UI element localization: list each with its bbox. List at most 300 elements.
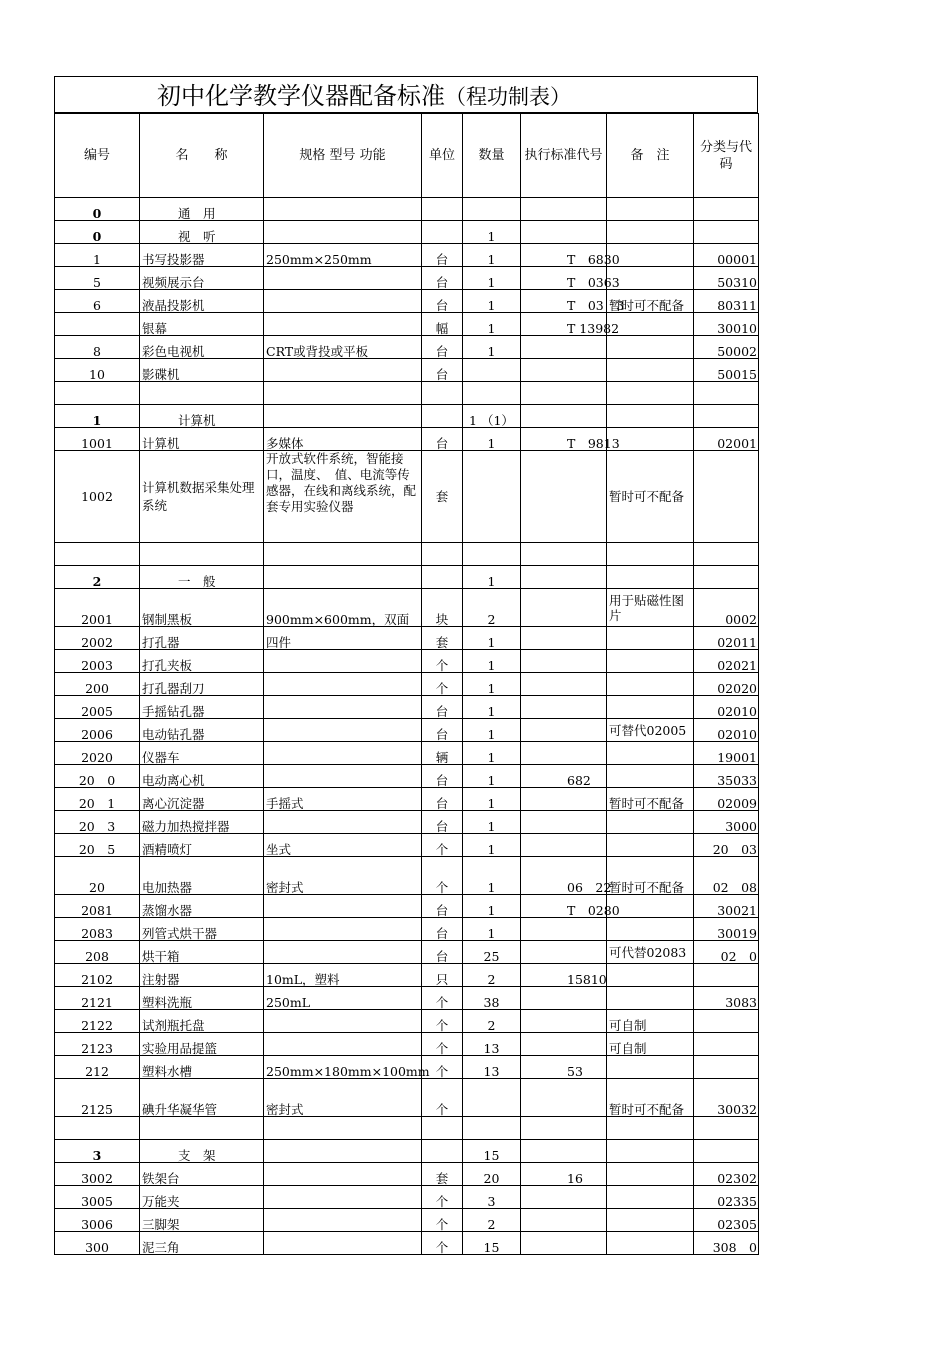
cell-code [694, 1010, 759, 1033]
cell-spec: 900mm×600mm，双面 [264, 589, 422, 627]
cell-code: 02021 [694, 650, 759, 673]
cell-spec [264, 1117, 422, 1140]
cell-no [55, 543, 140, 566]
cell-qty: 13 [463, 1033, 521, 1056]
table-row [55, 1232, 759, 1255]
table-row [55, 834, 759, 857]
cell-code: 308 0 [694, 1232, 759, 1255]
cell-code: 20 03 [694, 834, 759, 857]
cell-qty: 1 [463, 696, 521, 719]
cell-note [607, 742, 694, 765]
cell-no [55, 1117, 140, 1140]
cell-unit [422, 198, 463, 221]
cell-code: 50015 [694, 359, 759, 382]
cell-std [521, 382, 607, 405]
table-row [55, 1056, 759, 1079]
cell-name: 影碟机 [140, 359, 264, 382]
cell-no: 2005 [55, 696, 140, 719]
table-row [55, 742, 759, 765]
table-row [55, 566, 759, 589]
cell-qty: 1 [463, 221, 521, 244]
table-row [55, 857, 759, 895]
cell-spec [264, 313, 422, 336]
cell-name: 电加热器 [140, 857, 264, 895]
cell-no: 20 1 [55, 788, 140, 811]
cell-note: 暂时可不配备 [607, 451, 694, 543]
cell-std [521, 1010, 607, 1033]
cell-code: 02302 [694, 1163, 759, 1186]
cell-name [140, 1117, 264, 1140]
cell-unit [422, 566, 463, 589]
cell-spec [264, 719, 422, 742]
cell-spec [264, 1010, 422, 1033]
cell-unit: 台 [422, 895, 463, 918]
title-row [54, 76, 758, 113]
cell-unit [422, 543, 463, 566]
cell-unit: 台 [422, 244, 463, 267]
cell-std [521, 336, 607, 359]
cell-name: 蒸馏水器 [140, 895, 264, 918]
table-row [55, 895, 759, 918]
table-row [55, 1140, 759, 1163]
cell-no: 5 [55, 267, 140, 290]
cell-std [521, 788, 607, 811]
cell-name: 通 用 [140, 198, 264, 221]
cell-note [607, 382, 694, 405]
cell-code: 30010 [694, 313, 759, 336]
cell-note [607, 1232, 694, 1255]
cell-std [521, 627, 607, 650]
table-row [55, 198, 759, 221]
cell-std: T 6830 [521, 244, 607, 267]
cell-std [521, 405, 607, 428]
cell-std [521, 834, 607, 857]
cell-spec [264, 221, 422, 244]
table-row [55, 290, 759, 313]
table-row [55, 918, 759, 941]
cell-std: 53 [521, 1056, 607, 1079]
cell-std [521, 742, 607, 765]
cell-note: 可自制 [607, 1033, 694, 1056]
header-code: 分类与代 码 [694, 114, 759, 198]
cell-code [694, 221, 759, 244]
cell-no: 2002 [55, 627, 140, 650]
cell-code: 02001 [694, 428, 759, 451]
cell-name: 注射器 [140, 964, 264, 987]
cell-no [55, 313, 140, 336]
cell-unit [422, 382, 463, 405]
cell-name: 视频展示台 [140, 267, 264, 290]
cell-qty: 1 [463, 566, 521, 589]
table-row [55, 673, 759, 696]
cell-std [521, 673, 607, 696]
cell-qty: 1 [463, 290, 521, 313]
cell-spec [264, 941, 422, 964]
cell-spec: 多媒体 [264, 428, 422, 451]
cell-spec [264, 1163, 422, 1186]
cell-spec [264, 765, 422, 788]
cell-code [694, 566, 759, 589]
cell-code [694, 1117, 759, 1140]
cell-code: 00001 [694, 244, 759, 267]
cell-name: 彩色电视机 [140, 336, 264, 359]
cell-unit: 个 [422, 1010, 463, 1033]
cell-code: 02020 [694, 673, 759, 696]
cell-spec [264, 742, 422, 765]
equipment-table [54, 113, 759, 1255]
cell-qty: 20 [463, 1163, 521, 1186]
cell-no: 300 [55, 1232, 140, 1255]
cell-code [694, 405, 759, 428]
cell-no: 20 5 [55, 834, 140, 857]
cell-name [140, 382, 264, 405]
cell-no [55, 382, 140, 405]
cell-std [521, 566, 607, 589]
cell-qty: 1 [463, 719, 521, 742]
cell-code: 30019 [694, 918, 759, 941]
table-row [55, 964, 759, 987]
cell-no: 20 0 [55, 765, 140, 788]
cell-unit: 台 [422, 336, 463, 359]
cell-std [521, 359, 607, 382]
cell-unit [422, 405, 463, 428]
cell-spec: 四件 [264, 627, 422, 650]
cell-no: 3006 [55, 1209, 140, 1232]
table-row [55, 313, 759, 336]
cell-unit: 个 [422, 650, 463, 673]
cell-no: 2102 [55, 964, 140, 987]
cell-qty: 15 [463, 1232, 521, 1255]
cell-spec: 250mm×180mm×100mm [264, 1056, 422, 1079]
cell-no: 212 [55, 1056, 140, 1079]
cell-no: 1 [55, 405, 140, 428]
cell-note [607, 198, 694, 221]
cell-no: 2001 [55, 589, 140, 627]
cell-note [607, 405, 694, 428]
cell-unit [422, 1117, 463, 1140]
cell-unit: 套 [422, 1163, 463, 1186]
cell-code: 3000 [694, 811, 759, 834]
table-row [55, 1010, 759, 1033]
cell-unit: 个 [422, 1209, 463, 1232]
cell-no: 1001 [55, 428, 140, 451]
cell-std: 16 [521, 1163, 607, 1186]
table-row [55, 1079, 759, 1117]
cell-qty: 1 [463, 428, 521, 451]
cell-std [521, 1033, 607, 1056]
table-row [55, 627, 759, 650]
cell-code [694, 382, 759, 405]
cell-code: 02 0 [694, 941, 759, 964]
cell-code: 19001 [694, 742, 759, 765]
cell-spec [264, 650, 422, 673]
header-qty: 数量 [463, 114, 521, 198]
cell-std [521, 1232, 607, 1255]
cell-spec: 坐式 [264, 834, 422, 857]
cell-spec [264, 811, 422, 834]
cell-name: 支 架 [140, 1140, 264, 1163]
cell-spec [264, 673, 422, 696]
header-name: 名 称 [140, 114, 264, 198]
cell-note: 可自制 [607, 1010, 694, 1033]
table-row [55, 359, 759, 382]
cell-code: 0002 [694, 589, 759, 627]
cell-qty: 1 [463, 336, 521, 359]
cell-spec [264, 267, 422, 290]
cell-note: 暂时可不配备 [607, 788, 694, 811]
cell-code: 50310 [694, 267, 759, 290]
cell-note [607, 313, 694, 336]
cell-std: T 03 3 [521, 290, 607, 313]
cell-no: 2121 [55, 987, 140, 1010]
table-row [55, 543, 759, 566]
table-row [55, 1163, 759, 1186]
cell-no: 8 [55, 336, 140, 359]
cell-name: 电动离心机 [140, 765, 264, 788]
cell-code: 02305 [694, 1209, 759, 1232]
header-std: 执行标准代号 [521, 114, 607, 198]
cell-spec [264, 359, 422, 382]
cell-qty: 2 [463, 589, 521, 627]
table-row [55, 267, 759, 290]
table-row [55, 941, 759, 964]
cell-std: T 13982 [521, 313, 607, 336]
cell-qty: 1 [463, 313, 521, 336]
header-note: 备 注 [607, 114, 694, 198]
cell-spec: 10mL，塑料 [264, 964, 422, 987]
cell-note [607, 918, 694, 941]
cell-no: 2125 [55, 1079, 140, 1117]
cell-name [140, 543, 264, 566]
cell-note [607, 765, 694, 788]
header-no: 编号 [55, 114, 140, 198]
cell-note [607, 543, 694, 566]
cell-spec [264, 198, 422, 221]
cell-unit: 台 [422, 941, 463, 964]
cell-name: 仪器车 [140, 742, 264, 765]
table-row [55, 405, 759, 428]
cell-name: 列管式烘干器 [140, 918, 264, 941]
table-row [55, 382, 759, 405]
cell-std: T 0363 [521, 267, 607, 290]
cell-unit: 台 [422, 290, 463, 313]
cell-qty: 3 [463, 1186, 521, 1209]
cell-no: 2 [55, 566, 140, 589]
cell-note [607, 1140, 694, 1163]
cell-note [607, 964, 694, 987]
cell-qty [463, 451, 521, 543]
cell-name: 万能夹 [140, 1186, 264, 1209]
cell-spec: 250mL [264, 987, 422, 1010]
cell-spec [264, 1209, 422, 1232]
cell-note [607, 1209, 694, 1232]
cell-name: 电动钻孔器 [140, 719, 264, 742]
cell-note [607, 359, 694, 382]
cell-std [521, 1140, 607, 1163]
cell-unit: 个 [422, 1056, 463, 1079]
cell-qty: 1 [463, 244, 521, 267]
cell-qty: 15 [463, 1140, 521, 1163]
cell-qty: 1 [463, 650, 521, 673]
cell-std [521, 1209, 607, 1232]
cell-spec: 密封式 [264, 1079, 422, 1117]
cell-code [694, 964, 759, 987]
cell-qty: 1 [463, 788, 521, 811]
cell-qty: 1 [463, 918, 521, 941]
table-row [55, 1209, 759, 1232]
cell-qty: 1 [463, 834, 521, 857]
cell-unit: 台 [422, 788, 463, 811]
cell-code: 3083 [694, 987, 759, 1010]
cell-qty [463, 1117, 521, 1140]
cell-note [607, 673, 694, 696]
cell-spec [264, 895, 422, 918]
cell-unit: 台 [422, 918, 463, 941]
cell-qty: 1 （1） [463, 405, 521, 428]
cell-note: 可代替02083 [607, 941, 694, 964]
cell-spec [264, 1186, 422, 1209]
cell-note: 暂时可不配备 [607, 290, 694, 313]
cell-qty [463, 543, 521, 566]
page-subtitle: （程功制表） [445, 85, 571, 109]
cell-spec [264, 1232, 422, 1255]
cell-std [521, 589, 607, 627]
cell-no: 3005 [55, 1186, 140, 1209]
cell-note [607, 1186, 694, 1209]
cell-no: 2081 [55, 895, 140, 918]
cell-qty [463, 382, 521, 405]
cell-name: 塑料水槽 [140, 1056, 264, 1079]
cell-no: 6 [55, 290, 140, 313]
cell-code [694, 1033, 759, 1056]
cell-spec [264, 566, 422, 589]
cell-no: 2003 [55, 650, 140, 673]
cell-name: 一 般 [140, 566, 264, 589]
cell-note [607, 811, 694, 834]
cell-spec [264, 382, 422, 405]
cell-name: 离心沉淀器 [140, 788, 264, 811]
cell-note [607, 1056, 694, 1079]
header-unit: 单位 [422, 114, 463, 198]
cell-qty: 25 [463, 941, 521, 964]
cell-name: 打孔器刮刀 [140, 673, 264, 696]
cell-unit [422, 221, 463, 244]
cell-unit: 台 [422, 428, 463, 451]
cell-name: 打孔器 [140, 627, 264, 650]
cell-unit: 台 [422, 267, 463, 290]
cell-std [521, 451, 607, 543]
cell-name: 试剂瓶托盘 [140, 1010, 264, 1033]
cell-spec: 手摇式 [264, 788, 422, 811]
cell-no: 10 [55, 359, 140, 382]
cell-note: 暂时可不配备 [607, 857, 694, 895]
cell-unit: 个 [422, 1079, 463, 1117]
cell-name: 碘升华凝华管 [140, 1079, 264, 1117]
cell-no: 2123 [55, 1033, 140, 1056]
cell-no: 20 [55, 857, 140, 895]
cell-code: 02 08 [694, 857, 759, 895]
cell-name: 实验用品提篮 [140, 1033, 264, 1056]
cell-spec [264, 543, 422, 566]
cell-qty: 1 [463, 742, 521, 765]
cell-note: 可替代02005 [607, 719, 694, 742]
cell-spec [264, 405, 422, 428]
cell-code: 02335 [694, 1186, 759, 1209]
cell-note [607, 696, 694, 719]
table-row [55, 428, 759, 451]
cell-name: 烘干箱 [140, 941, 264, 964]
cell-no: 0 [55, 198, 140, 221]
cell-code [694, 543, 759, 566]
cell-std [521, 221, 607, 244]
cell-unit: 个 [422, 857, 463, 895]
cell-no: 1002 [55, 451, 140, 543]
cell-qty: 1 [463, 267, 521, 290]
cell-spec [264, 290, 422, 313]
cell-no: 2083 [55, 918, 140, 941]
cell-std [521, 1186, 607, 1209]
cell-unit: 个 [422, 1232, 463, 1255]
cell-name: 钢制黑板 [140, 589, 264, 627]
table-row [55, 788, 759, 811]
cell-code: 02009 [694, 788, 759, 811]
cell-no: 20 3 [55, 811, 140, 834]
cell-unit: 只 [422, 964, 463, 987]
cell-unit: 套 [422, 451, 463, 543]
cell-note [607, 221, 694, 244]
cell-name: 计算机 [140, 405, 264, 428]
cell-qty [463, 1079, 521, 1117]
cell-std: 682 [521, 765, 607, 788]
cell-qty: 1 [463, 765, 521, 788]
cell-code: 02010 [694, 696, 759, 719]
table-row [55, 1186, 759, 1209]
cell-unit: 台 [422, 359, 463, 382]
cell-std: T 9813 [521, 428, 607, 451]
table-row [55, 221, 759, 244]
cell-name: 银幕 [140, 313, 264, 336]
cell-name: 计算机 [140, 428, 264, 451]
cell-code: 30032 [694, 1079, 759, 1117]
cell-std [521, 719, 607, 742]
cell-qty: 1 [463, 811, 521, 834]
cell-std [521, 918, 607, 941]
cell-spec [264, 1140, 422, 1163]
cell-unit: 台 [422, 765, 463, 788]
cell-spec [264, 918, 422, 941]
cell-spec [264, 696, 422, 719]
cell-unit: 辆 [422, 742, 463, 765]
cell-unit: 幅 [422, 313, 463, 336]
header-row [55, 114, 759, 198]
cell-no: 0 [55, 221, 140, 244]
cell-note: 暂时可不配备 [607, 1079, 694, 1117]
cell-no: 3002 [55, 1163, 140, 1186]
cell-code: 80311 [694, 290, 759, 313]
table-row [55, 696, 759, 719]
cell-no: 2006 [55, 719, 140, 742]
cell-name: 酒精喷灯 [140, 834, 264, 857]
cell-std: 06 22 [521, 857, 607, 895]
cell-code: 30021 [694, 895, 759, 918]
cell-name: 塑料洗瓶 [140, 987, 264, 1010]
table-row [55, 765, 759, 788]
table-row [55, 589, 759, 627]
cell-code: 02010 [694, 719, 759, 742]
cell-code [694, 1140, 759, 1163]
cell-code: 35033 [694, 765, 759, 788]
cell-spec: CRT或背投或平板 [264, 336, 422, 359]
